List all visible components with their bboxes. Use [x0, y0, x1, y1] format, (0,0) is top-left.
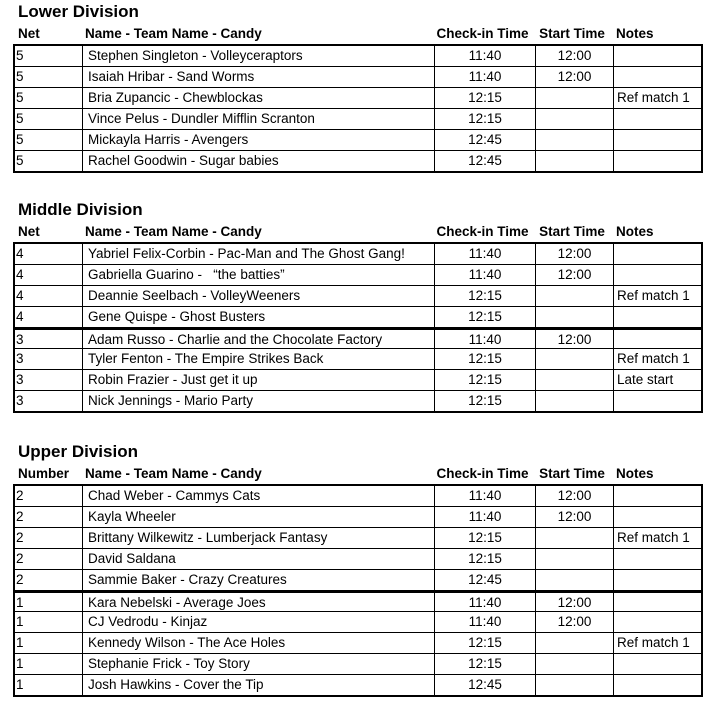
- name-cell: Yabriel Felix-Corbin - Pac-Man and The Ghost Gang!: [82, 244, 434, 264]
- section-title: Upper Division: [18, 442, 138, 461]
- notes-cell: [613, 330, 701, 348]
- upper-division-section: [13, 441, 703, 697]
- table-row: [15, 391, 701, 411]
- net-cell: 5: [16, 153, 24, 168]
- table-row: [15, 549, 701, 570]
- column-header-name: Name - Team Name - Candy: [85, 224, 262, 239]
- middle-division-table: [13, 242, 703, 413]
- net-cell: 4: [16, 267, 24, 282]
- checkin-cell: 12:15: [434, 654, 535, 674]
- section-title: Lower Division: [18, 2, 139, 21]
- section-title: Middle Division: [18, 200, 143, 219]
- start-cell: [535, 570, 613, 590]
- table-row: [15, 328, 701, 349]
- notes-cell: [613, 151, 701, 171]
- start-cell: [535, 654, 613, 674]
- start-cell: [535, 286, 613, 306]
- start-cell: [535, 109, 613, 129]
- net-cell: 3: [16, 372, 24, 387]
- checkin-cell: 12:15: [434, 349, 535, 369]
- table-row: [15, 109, 701, 130]
- notes-cell: Late start: [613, 370, 701, 390]
- checkin-cell: 12:45: [434, 570, 535, 590]
- column-header-start: Start Time: [539, 224, 605, 239]
- table-row: [15, 370, 701, 391]
- checkin-cell: 12:15: [434, 391, 535, 411]
- name-cell: Chad Weber - Cammys Cats: [82, 486, 434, 506]
- notes-cell: [613, 486, 701, 506]
- column-header-start: Start Time: [539, 26, 605, 41]
- net-cell: 2: [16, 509, 24, 524]
- start-cell: [535, 88, 613, 108]
- checkin-cell: 11:40: [434, 67, 535, 87]
- checkin-cell: 12:15: [434, 88, 535, 108]
- net-cell: 1: [16, 656, 24, 671]
- notes-cell: [613, 46, 701, 66]
- table-row: [15, 286, 701, 307]
- checkin-cell: 11:40: [434, 593, 535, 611]
- notes-cell: Ref match 1: [613, 349, 701, 369]
- table-row: [15, 486, 701, 507]
- start-cell: [535, 349, 613, 369]
- name-cell: Brittany Wilkewitz - Lumberjack Fantasy: [82, 528, 434, 548]
- table-header: [13, 23, 703, 44]
- notes-cell: [613, 507, 701, 527]
- net-cell: 1: [16, 677, 24, 692]
- table-row: [15, 591, 701, 612]
- table-header: [13, 463, 703, 484]
- notes-cell: [613, 109, 701, 129]
- net-cell: 4: [16, 288, 24, 303]
- net-cell: 2: [16, 488, 24, 503]
- table-row: [15, 570, 701, 591]
- checkin-cell: 12:15: [434, 307, 535, 327]
- checkin-cell: 12:15: [434, 528, 535, 548]
- checkin-cell: 11:40: [434, 486, 535, 506]
- notes-cell: Ref match 1: [613, 286, 701, 306]
- start-cell: 12:00: [535, 330, 613, 348]
- notes-cell: Ref match 1: [613, 633, 701, 653]
- net-cell: 4: [16, 309, 24, 324]
- table-row: [15, 265, 701, 286]
- table-row: [15, 654, 701, 675]
- notes-cell: [613, 593, 701, 611]
- name-cell: Nick Jennings - Mario Party: [82, 391, 434, 411]
- net-cell: 5: [16, 111, 24, 126]
- name-cell: Stephanie Frick - Toy Story: [82, 654, 434, 674]
- lower-division-table: [13, 44, 703, 173]
- checkin-cell: 11:40: [434, 244, 535, 264]
- column-header-checkin: Check-in Time: [436, 26, 529, 41]
- table-row: [15, 88, 701, 109]
- net-cell: 1: [16, 614, 24, 629]
- start-cell: [535, 633, 613, 653]
- checkin-cell: 12:15: [434, 286, 535, 306]
- notes-cell: [613, 67, 701, 87]
- lower-division-section: [13, 1, 703, 173]
- name-cell: Isaiah Hribar - Sand Worms: [82, 67, 434, 87]
- notes-cell: Ref match 1: [613, 88, 701, 108]
- table-row: [15, 528, 701, 549]
- start-cell: [535, 130, 613, 150]
- start-cell: [535, 549, 613, 569]
- name-cell: Josh Hawkins - Cover the Tip: [82, 675, 434, 695]
- table-row: [15, 633, 701, 654]
- net-cell: 1: [16, 595, 24, 610]
- net-cell: 5: [16, 90, 24, 105]
- table-row: [15, 307, 701, 328]
- table-row: [15, 130, 701, 151]
- name-cell: Gene Quispe - Ghost Busters: [82, 307, 434, 327]
- column-header-number: Number: [18, 466, 70, 481]
- net-cell: 3: [16, 332, 24, 347]
- start-cell: 12:00: [535, 265, 613, 285]
- checkin-cell: 11:40: [434, 612, 535, 632]
- start-cell: [535, 528, 613, 548]
- notes-cell: [613, 654, 701, 674]
- net-cell: 2: [16, 551, 24, 566]
- net-cell: 5: [16, 48, 24, 63]
- start-cell: 12:00: [535, 46, 613, 66]
- table-row: [15, 151, 701, 171]
- start-cell: 12:00: [535, 612, 613, 632]
- net-cell: 5: [16, 69, 24, 84]
- table-row: [15, 244, 701, 265]
- checkin-cell: 12:15: [434, 633, 535, 653]
- name-cell: Adam Russo - Charlie and the Chocolate Factory: [82, 330, 434, 348]
- column-header-net: Net: [18, 26, 40, 41]
- notes-cell: Ref match 1: [613, 528, 701, 548]
- start-cell: 12:00: [535, 593, 613, 611]
- column-header-notes: Notes: [616, 466, 654, 481]
- notes-cell: [613, 307, 701, 327]
- name-cell: Robin Frazier - Just get it up: [82, 370, 434, 390]
- net-cell: 3: [16, 351, 24, 366]
- net-cell: 3: [16, 393, 24, 408]
- start-cell: 12:00: [535, 244, 613, 264]
- name-cell: Sammie Baker - Crazy Creatures: [82, 570, 434, 590]
- table-row: [15, 507, 701, 528]
- checkin-cell: 12:45: [434, 151, 535, 171]
- name-cell: Kayla Wheeler: [82, 507, 434, 527]
- notes-cell: [613, 130, 701, 150]
- checkin-cell: 11:40: [434, 507, 535, 527]
- start-cell: 12:00: [535, 507, 613, 527]
- net-cell: 2: [16, 572, 24, 587]
- name-cell: CJ Vedrodu - Kinjaz: [82, 612, 434, 632]
- net-cell: 2: [16, 530, 24, 545]
- checkin-cell: 12:45: [434, 130, 535, 150]
- checkin-cell: 12:45: [434, 675, 535, 695]
- name-cell: Kennedy Wilson - The Ace Holes: [82, 633, 434, 653]
- name-cell: Tyler Fenton - The Empire Strikes Back: [82, 349, 434, 369]
- start-cell: 12:00: [535, 486, 613, 506]
- table-row: [15, 675, 701, 695]
- checkin-cell: 11:40: [434, 265, 535, 285]
- column-header-notes: Notes: [616, 26, 654, 41]
- start-cell: [535, 391, 613, 411]
- start-cell: [535, 370, 613, 390]
- name-cell: Kara Nebelski - Average Joes: [82, 593, 434, 611]
- checkin-cell: 11:40: [434, 330, 535, 348]
- net-cell: 1: [16, 635, 24, 650]
- column-header-start: Start Time: [539, 466, 605, 481]
- table-row: [15, 349, 701, 370]
- table-row: [15, 46, 701, 67]
- middle-division-section: [13, 199, 703, 413]
- notes-cell: [613, 244, 701, 264]
- name-cell: Stephen Singleton - Volleyceraptors: [82, 46, 434, 66]
- name-cell: Rachel Goodwin - Sugar babies: [82, 151, 434, 171]
- column-header-checkin: Check-in Time: [436, 466, 529, 481]
- checkin-cell: 11:40: [434, 46, 535, 66]
- notes-cell: [613, 265, 701, 285]
- upper-division-table: [13, 484, 703, 697]
- notes-cell: [613, 391, 701, 411]
- name-cell: David Saldana: [82, 549, 434, 569]
- name-cell: Mickayla Harris - Avengers: [82, 130, 434, 150]
- table-header: [13, 221, 703, 242]
- checkin-cell: 12:15: [434, 549, 535, 569]
- name-cell: Deannie Seelbach - VolleyWeeners: [82, 286, 434, 306]
- start-cell: [535, 675, 613, 695]
- checkin-cell: 12:15: [434, 109, 535, 129]
- notes-cell: [613, 570, 701, 590]
- notes-cell: [613, 612, 701, 632]
- checkin-cell: 12:15: [434, 370, 535, 390]
- column-header-name: Name - Team Name - Candy: [85, 466, 262, 481]
- start-cell: [535, 307, 613, 327]
- notes-cell: [613, 675, 701, 695]
- net-cell: 5: [16, 132, 24, 147]
- start-cell: 12:00: [535, 67, 613, 87]
- name-cell: Vince Pelus - Dundler Mifflin Scranton: [82, 109, 434, 129]
- name-cell: Gabriella Guarino - “the batties”: [82, 265, 434, 285]
- table-row: [15, 612, 701, 633]
- name-cell: Bria Zupancic - Chewblockas: [82, 88, 434, 108]
- column-header-name: Name - Team Name - Candy: [85, 26, 262, 41]
- notes-cell: [613, 549, 701, 569]
- net-cell: 4: [16, 246, 24, 261]
- column-header-checkin: Check-in Time: [436, 224, 529, 239]
- table-row: [15, 67, 701, 88]
- column-header-net: Net: [18, 224, 40, 239]
- start-cell: [535, 151, 613, 171]
- column-header-notes: Notes: [616, 224, 654, 239]
